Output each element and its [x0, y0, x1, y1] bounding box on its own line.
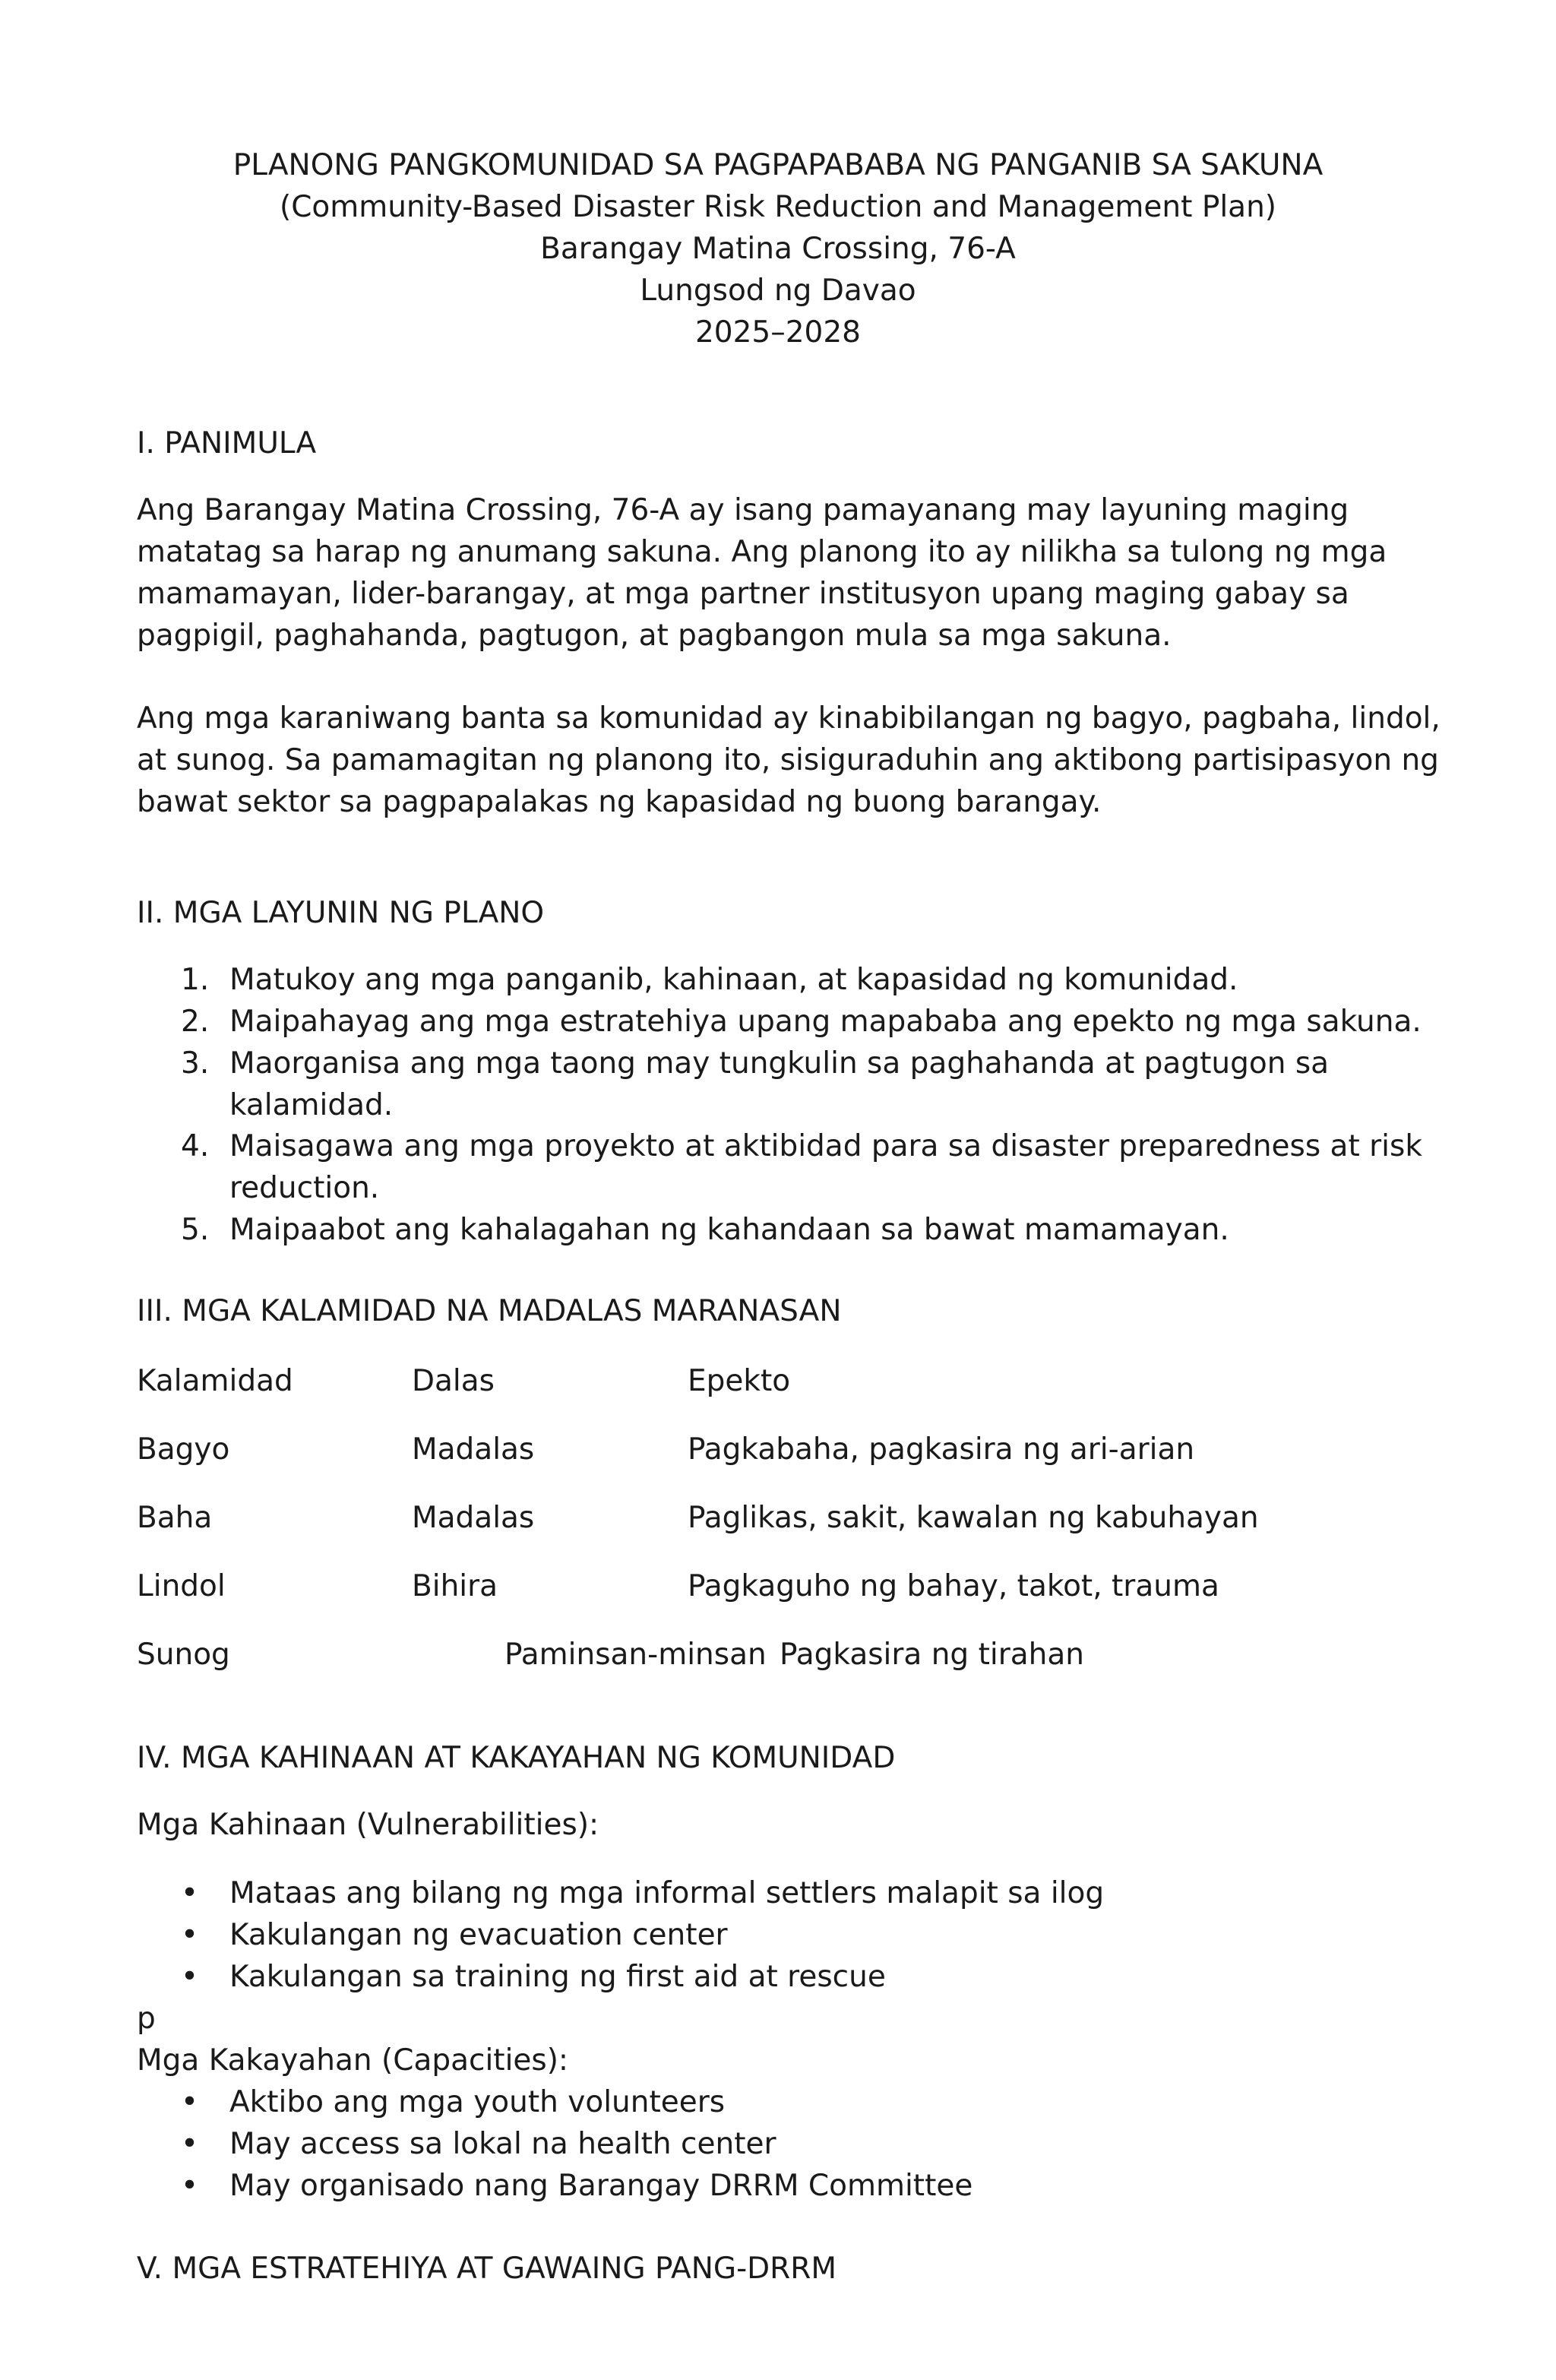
paragraph-line: mamamayan, lider-barangay, at mga partner institusyon upang maging gabay sa	[137, 577, 1349, 611]
table-cell: Bihira	[412, 1569, 498, 1603]
title-line-2: (Community-Based Disaster Risk Reduction and Management Plan)	[279, 190, 1277, 224]
list-item	[229, 959, 1238, 1001]
section-5-heading: V. MGA ESTRATEHIYA AT GAWAING PANG-DRRM	[137, 2252, 837, 2286]
list-item-line: Maipaabot ang kahalagahan ng kahandaan sa bawat mamamayan.	[229, 1213, 1229, 1247]
list-item-line: kalamidad.	[229, 1088, 394, 1122]
section-1-heading: I. PANIMULA	[137, 426, 317, 460]
title-line-4: Lungsod ng Davao	[640, 274, 916, 308]
table-cell: Paglikas, sakit, kawalan ng kabuhayan	[688, 1501, 1259, 1535]
list-item-line: Matukoy ang mga panganib, kahinaan, at kapasidad ng komunidad.	[229, 963, 1238, 997]
capacities-label: Mga Kakayahan (Capacities):	[137, 2043, 569, 2078]
table-header-dalas: Dalas	[412, 1364, 495, 1398]
list-item-line: Maorganisa ang mga taong may tungkulin sa paghahanda at pagtugon sa	[229, 1046, 1330, 1081]
paragraph-line: Ang Barangay Matina Crossing, 76-A ay isang pamayanang may layuning maging	[137, 493, 1349, 527]
bullet-icon: •	[181, 1876, 199, 1910]
vulnerabilities-label: Mga Kahinaan (Vulnerabilities):	[137, 1808, 599, 1842]
table-cell: Pagkasira ng tirahan	[780, 1638, 1084, 1672]
bullet-icon: •	[181, 2169, 199, 2203]
bullet-icon: •	[181, 1918, 199, 1952]
list-number: 3.	[181, 1046, 210, 1081]
table-cell: Lindol	[137, 1569, 226, 1603]
table-cell: Madalas	[412, 1501, 535, 1535]
list-item-line: Maisagawa ang mga proyekto at aktibidad para sa disaster preparedness at risk	[229, 1129, 1422, 1163]
list-number: 2.	[181, 1005, 210, 1039]
table-cell: Sunog	[137, 1638, 230, 1672]
list-item	[229, 1209, 1229, 1251]
list-item-line: reduction.	[229, 1171, 380, 1205]
table-header-kalamidad: Kalamidad	[137, 1364, 293, 1398]
title-line-1: PLANONG PANGKOMUNIDAD SA PAGPAPABABA NG PANGANIB SA SAKUNA	[232, 148, 1324, 182]
list-item: Mataas ang bilang ng mga informal settlers malapit sa ilog	[229, 1876, 1105, 1910]
table-header-epekto: Epekto	[688, 1364, 791, 1398]
stray-character: p	[137, 2002, 156, 2036]
list-item: Kakulangan ng evacuation center	[229, 1918, 728, 1952]
title-line-5: 2025–2028	[694, 315, 861, 350]
list-item: May organisado nang Barangay DRRM Committee	[229, 2169, 973, 2203]
list-item	[229, 1043, 1329, 1126]
table-cell: Bagyo	[137, 1432, 230, 1467]
list-number: 5.	[181, 1213, 210, 1247]
table-cell: Paminsan-minsan	[504, 1638, 767, 1672]
list-item: Kakulangan sa training ng first aid at rescue	[229, 1960, 886, 1994]
section-1-paragraph-2	[137, 698, 1441, 823]
list-number: 1.	[181, 963, 210, 997]
list-item: Aktibo ang mga youth volunteers	[229, 2085, 726, 2119]
section-1-paragraph-1	[137, 489, 1428, 657]
title-line-3: Barangay Matina Crossing, 76-A	[540, 232, 1016, 266]
bullet-icon: •	[181, 2127, 199, 2161]
table-cell: Madalas	[412, 1432, 535, 1467]
list-item	[229, 1001, 1422, 1043]
list-number: 4.	[181, 1129, 210, 1163]
table-cell: Pagkabaha, pagkasira ng ari-arian	[688, 1432, 1195, 1467]
paragraph-line: at sunog. Sa pamamagitan ng planong ito, sisiguraduhin ang aktibong partisipasyon ng	[137, 743, 1439, 777]
paragraph-line: matatag sa harap ng anumang sakuna. Ang planong ito ay nilikha sa tulong ng mga	[137, 535, 1387, 569]
table-cell: Pagkaguho ng bahay, takot, trauma	[688, 1569, 1219, 1603]
list-item: May access sa lokal na health center	[229, 2127, 776, 2161]
paragraph-line: bawat sektor sa pagpapalakas ng kapasidad ng buong barangay.	[137, 785, 1102, 819]
table-cell: Baha	[137, 1501, 213, 1535]
bullet-icon: •	[181, 2085, 199, 2119]
paragraph-line: pagpigil, paghahanda, pagtugon, at pagbangon mula sa mga sakuna.	[137, 619, 1172, 653]
list-item-line: Maipahayag ang mga estratehiya upang mapababa ang epekto ng mga sakuna.	[229, 1005, 1422, 1039]
document-title	[0, 144, 1556, 353]
paragraph-line: Ang mga karaniwang banta sa komunidad ay kinabibilangan ng bagyo, pagbaha, lindol,	[137, 701, 1441, 736]
section-4-heading: IV. MGA KAHINAAN AT KAKAYAHAN NG KOMUNIDAD	[137, 1741, 896, 1775]
section-3-heading: III. MGA KALAMIDAD NA MADALAS MARANASAN	[137, 1294, 842, 1328]
bullet-icon: •	[181, 1960, 199, 1994]
section-2-heading: II. MGA LAYUNIN NG PLANO	[137, 896, 545, 930]
list-item	[229, 1125, 1422, 1209]
